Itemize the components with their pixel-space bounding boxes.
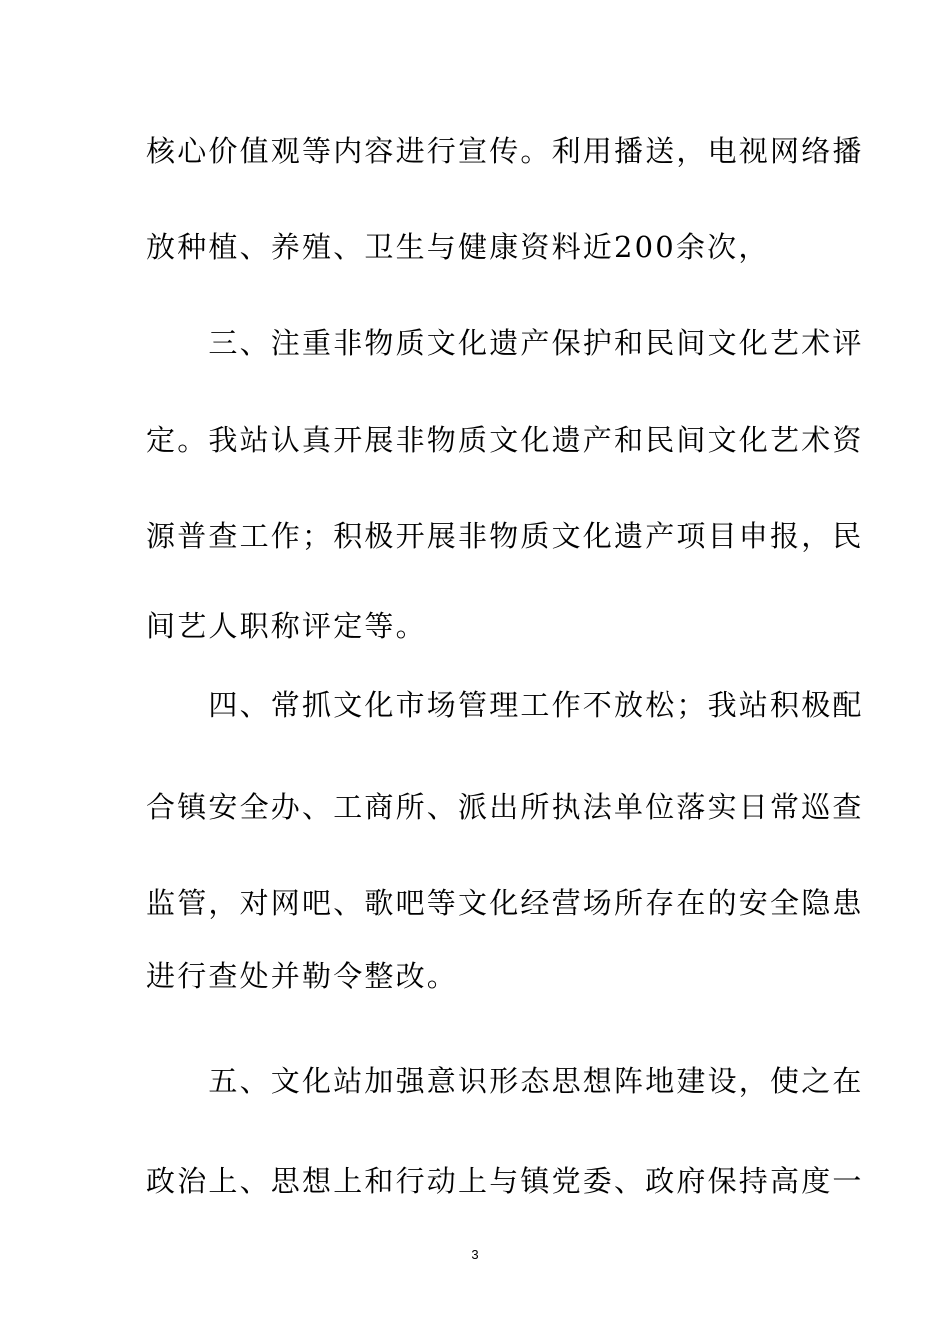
text-line-5: 源普查工作；积极开展非物质文化遗产项目申报，民 [146,519,864,553]
text-line-9: 监管，对网吧、歌吧等文化经营场所存在的安全隐患 [146,886,864,920]
text-line-4: 定。我站认真开展非物质文化遗产和民间文化艺术资 [146,423,864,457]
text-line-3: 三、注重非物质文化遗产保护和民间文化艺术评 [146,326,864,360]
text-line-6: 间艺人职称评定等。 [146,609,427,643]
text-line-2: 放种植、养殖、卫生与健康资料近200余次， [146,230,770,264]
text-line-10: 进行查处并勒令整改。 [146,959,459,993]
text-line-11: 五、文化站加强意识形态思想阵地建设，使之在 [146,1064,864,1098]
page-number: 3 [471,1247,479,1262]
text-line-12: 政治上、思想上和行动上与镇党委、政府保持高度一 [146,1164,864,1198]
text-line-8: 合镇安全办、工商所、派出所执法单位落实日常巡查 [146,790,864,824]
text-line-1: 核心价值观等内容进行宣传。利用播送，电视网络播 [146,134,864,168]
text-line-7: 四、常抓文化市场管理工作不放松；我站积极配 [146,688,864,722]
